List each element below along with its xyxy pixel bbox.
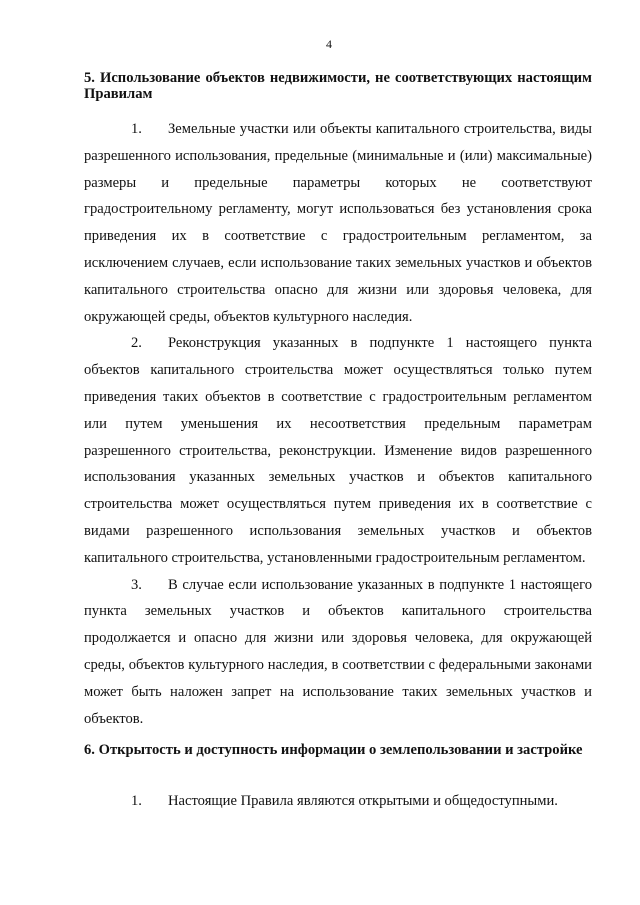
item-number: 1. — [131, 121, 142, 137]
section-6-body — [84, 788, 592, 815]
section-5-item-2 — [84, 330, 592, 571]
section-6 — [84, 742, 592, 758]
section-5-body — [84, 116, 592, 732]
section-6-heading: 6. Открытость и доступность информации о землепользовании и застройке — [84, 742, 583, 758]
item-text: Настоящие Правила являются открытыми и общедоступными. — [168, 793, 558, 809]
item-number: 1. — [131, 793, 142, 809]
item-text: Реконструкция указанных в подпункте 1 настоящего пункта объектов капитального строительства может осуществляться только путем приведения таких объектов в соответствие с градостроительным регламентом или путем уменьшения их несоответствия предельным параметрам разрешенного строительства, реконструкции. Изменение видов разрешенного использования указанных земельных участков и объектов капитального строительства может осуществляться путем приведения их в соответствие с видами разрешенного использования земельных участков и объектов капитального строительства, установленными градостроительным регламентом. — [84, 335, 592, 566]
item-text: Земельные участки или объекты капитального строительства, виды разрешенного использования, предельные (минимальные и (или) максимальные) размеры и предельные параметры которых не соответствуют градостроительному регламенту, могут использоваться без установления срока приведения их в соответствие с градостроительным регламентом, за исключением случаев, если использование таких земельных участков и объектов капитального строительства опасно для жизни или здоровья человека, для окружающей среды, объектов культурного наследия. — [84, 121, 592, 325]
section-5-heading: 5. Использование объектов недвижимости, не соответствующих настоящим Правилам — [84, 70, 592, 102]
section-5-item-3 — [84, 572, 592, 733]
item-text: В случае если использование указанных в подпункте 1 настоящего пункта земельных участков и объектов капитального строительства продолжается и опасно для жизни или здоровья человека, для окружающей среды, объектов культурного наследия, в соответствии с федеральными законами может быть наложен запрет на использование таких земельных участков и объектов. — [84, 576, 592, 727]
item-number: 3. — [131, 576, 142, 593]
section-5-item-1 — [84, 116, 592, 330]
section-5 — [84, 70, 592, 102]
section-6-item-1 — [84, 788, 592, 815]
item-number: 2. — [131, 335, 142, 352]
page-number: 4 — [326, 37, 332, 51]
